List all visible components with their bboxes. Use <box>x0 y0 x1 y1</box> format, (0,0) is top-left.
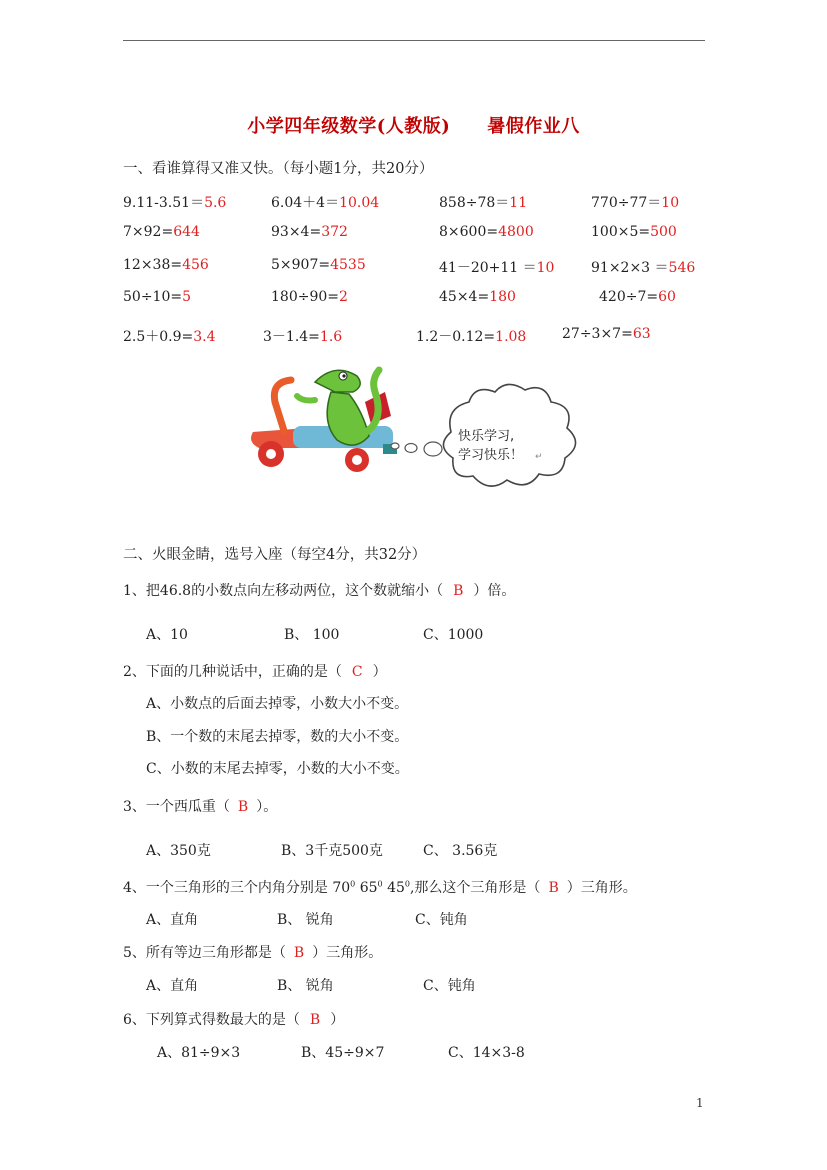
equation-question: 770÷77＝ <box>591 195 662 211</box>
thought-dot-icon <box>405 444 417 453</box>
equation-item <box>271 192 379 212</box>
q1-option-a: A、10 <box>146 627 188 643</box>
equation-item <box>439 224 534 240</box>
equation-item <box>439 257 554 277</box>
equation-item <box>271 257 366 273</box>
equation-answer: 2 <box>339 289 348 305</box>
thought-dot-icon <box>424 442 442 456</box>
equation-question: 8×600= <box>439 224 499 240</box>
equation-answer: 372 <box>321 224 348 240</box>
question-6: 6、下列算式得数最大的是（ B ） <box>123 1012 345 1028</box>
equation-question: 858÷78＝ <box>439 195 510 211</box>
equation-question: 3－1.4= <box>263 329 320 345</box>
equation-answer: 644 <box>173 224 200 240</box>
answer-1: B <box>453 583 464 599</box>
equation-answer: 10 <box>536 260 555 276</box>
q6-option-a: A、81÷9×3 <box>157 1045 241 1061</box>
q3-option-a: A、350克 <box>146 843 211 859</box>
q4-option-a: A、直角 <box>146 912 199 928</box>
question-4: 4、一个三角形的三个内角分别是 $70^0$ $65^0$ $45^0$,那么这个三角形是（ B ）三角形。 <box>123 879 637 896</box>
question-5: 5、所有等边三角形都是（ B ）三角形。 <box>123 945 383 961</box>
equation-question: 50÷10= <box>123 289 183 305</box>
equation-item <box>439 192 527 212</box>
equation-answer: 546 <box>668 260 696 276</box>
equation-item <box>123 192 226 212</box>
q5-option-c: C、钝角 <box>423 978 476 994</box>
section1-heading: 一、看谁算得又准又快。（每小题1分，共20分） <box>123 161 434 177</box>
q3-option-b: B、3千克500克 <box>281 843 383 859</box>
answer-3: B <box>237 799 249 815</box>
q4-option-b: B、 锐角 <box>277 912 334 928</box>
equation-question: 9.11-3.51＝ <box>123 195 205 211</box>
equation-question: 420÷7= <box>599 289 659 305</box>
thought-dot-icon <box>391 443 399 449</box>
equation-answer: 456 <box>182 257 209 273</box>
equation-answer: 1.6 <box>319 329 343 345</box>
equation-answer: 1.08 <box>495 329 527 345</box>
equation-item <box>591 192 679 212</box>
equation-item <box>123 289 191 305</box>
equation-answer: 10.04 <box>339 195 380 211</box>
equation-question: 91×2×3 ＝ <box>591 260 669 276</box>
bubble-line1: 快乐学习, <box>458 429 515 444</box>
question-2: 2、下面的几种说话中，正确的是（ C ） <box>123 664 387 680</box>
equation-answer: 63 <box>632 326 651 342</box>
q5-option-b: B、 锐角 <box>277 978 334 994</box>
equation-item <box>123 326 216 346</box>
equation-question: 93×4= <box>271 224 322 240</box>
equation-item <box>263 326 342 346</box>
q1-option-c: C、1000 <box>423 627 484 643</box>
equation-question: 27÷3×7= <box>562 326 633 342</box>
page-title: 小学四年级数学(人教版) 暑假作业八 <box>247 116 580 137</box>
equation-answer: 10 <box>661 195 680 211</box>
equation-answer: 500 <box>650 224 677 240</box>
equation-question: 5×907= <box>271 257 331 273</box>
equation-question: 12×38= <box>123 257 183 273</box>
equation-item <box>123 224 200 240</box>
q2-option-b: B、一个数的末尾去掉零，数的大小不变。 <box>146 729 409 745</box>
answer-6: B <box>309 1012 321 1028</box>
bubble-return-mark: ↵ <box>535 452 543 462</box>
lizard-scooter-illustration <box>245 362 590 507</box>
bubble-line2: 学习快乐！ <box>458 448 524 463</box>
equation-question: 41－20+11 ＝ <box>439 260 537 276</box>
q6-option-c: C、14×3-8 <box>448 1045 525 1061</box>
equation-item <box>591 224 677 240</box>
q2-option-c: C、小数的末尾去掉零，小数的大小不变。 <box>146 761 409 777</box>
equation-answer: 4800 <box>498 224 534 240</box>
question-1: 1、把46.8的小数点向左移动两位，这个数就缩小（ B ）倍。 <box>123 583 516 599</box>
equation-item <box>271 224 348 240</box>
equation-answer: 180 <box>489 289 516 305</box>
page-number: 1 <box>696 1096 704 1110</box>
q4-option-c: C、钝角 <box>415 912 468 928</box>
equation-answer: 5 <box>182 289 192 305</box>
header-rule <box>123 40 705 41</box>
equation-answer: 5.6 <box>204 195 227 211</box>
q2-option-a: A、小数点的后面去掉零，小数大小不变。 <box>146 696 409 712</box>
equation-question: 7×92= <box>123 224 174 240</box>
question-3: 3、一个西瓜重（ B ）。 <box>123 799 278 815</box>
answer-2: C <box>351 664 363 680</box>
equation-answer: 4535 <box>330 257 366 273</box>
equation-answer: 11 <box>509 195 528 211</box>
equation-question: 6.04＋4＝ <box>271 195 340 211</box>
equation-item <box>562 326 651 342</box>
equation-answer: 60 <box>658 289 676 305</box>
equation-question: 1.2－0.12= <box>416 329 496 345</box>
equation-item <box>271 289 348 305</box>
q3-option-c: C、 3.56克 <box>423 843 498 859</box>
equation-item <box>599 289 676 305</box>
equation-item <box>416 326 526 346</box>
equation-item <box>439 289 516 305</box>
equation-question: 2.5＋0.9= <box>123 329 194 345</box>
equation-question: 45×4= <box>439 289 490 305</box>
equation-item <box>123 257 209 273</box>
q1-option-b: B、 100 <box>284 627 340 643</box>
equation-answer: 3.4 <box>193 329 216 345</box>
section2-heading: 二、火眼金睛，选号入座（每空4分，共32分） <box>123 547 427 563</box>
equation-item <box>591 257 695 277</box>
q5-option-a: A、直角 <box>146 978 199 994</box>
equation-question: 100×5= <box>591 224 651 240</box>
answer-5: B <box>293 945 305 961</box>
equation-question: 180÷90= <box>271 289 339 305</box>
answer-4: B <box>548 880 559 896</box>
q6-option-b: B、45÷9×7 <box>301 1045 385 1061</box>
